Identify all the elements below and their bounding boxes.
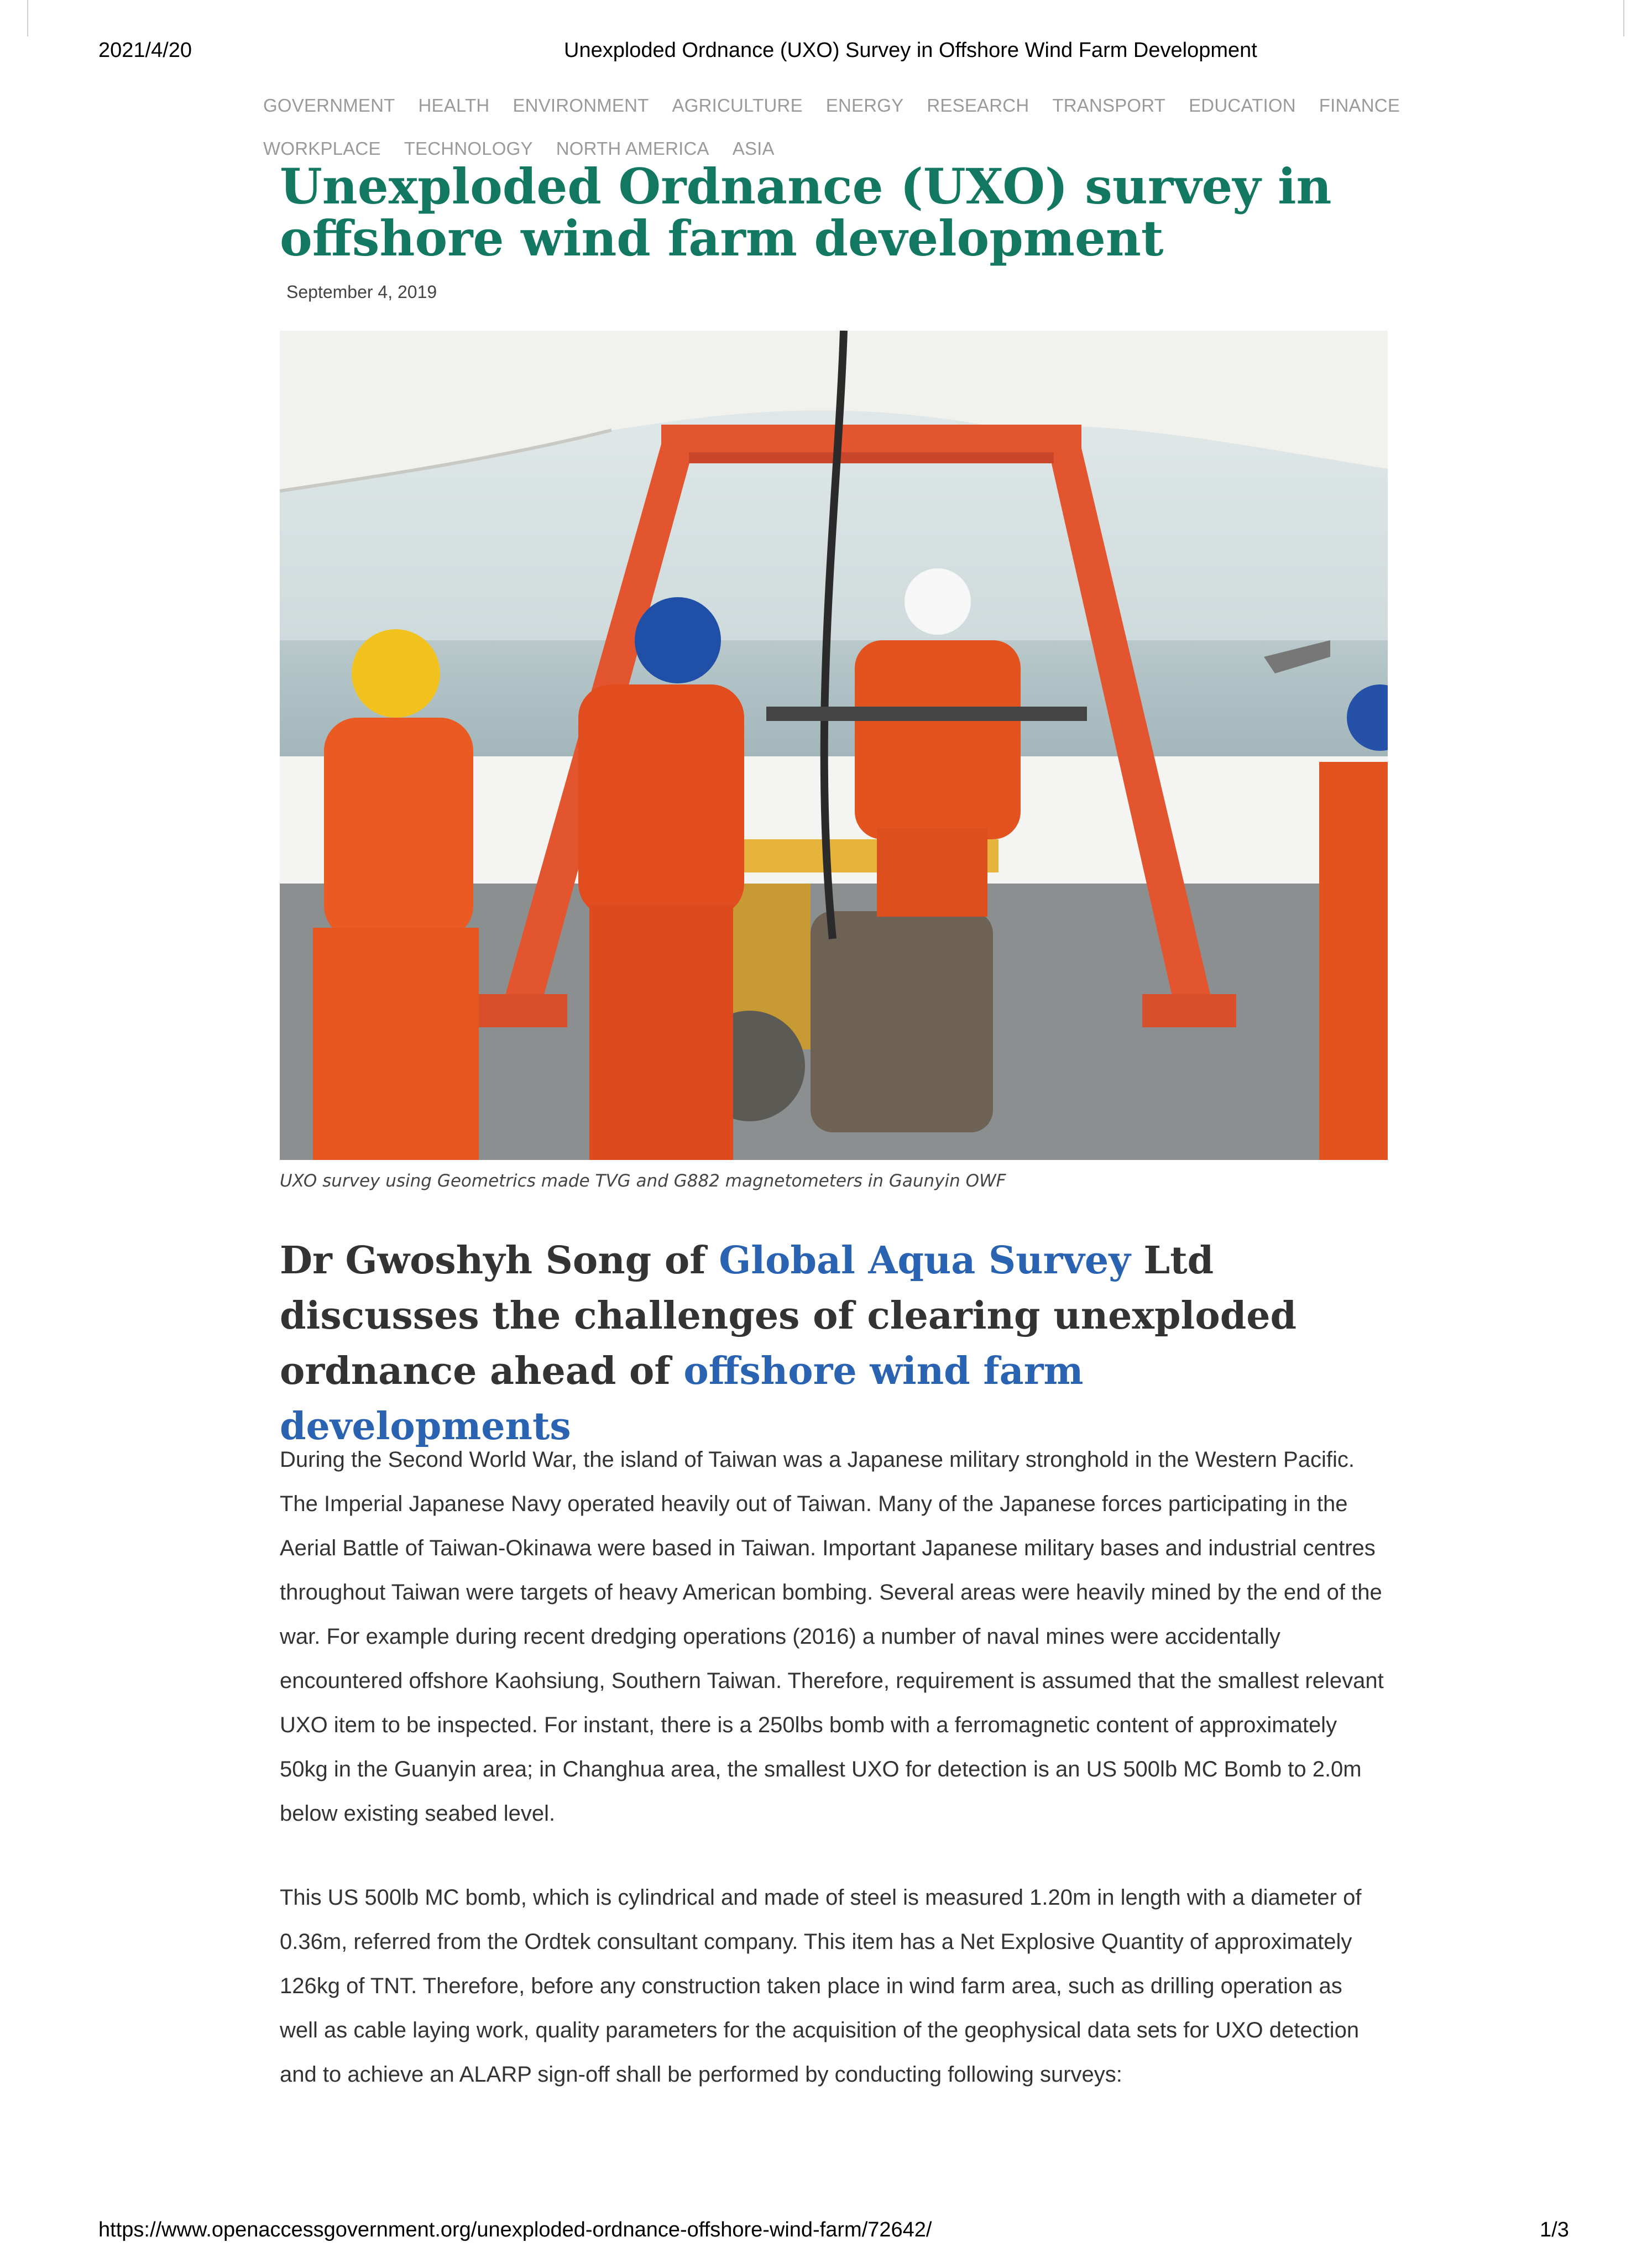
offshore-wind-farm-developments-link[interactable]: offshore wind farm developments	[280, 1349, 1084, 1449]
nav-item-agriculture[interactable]: AGRICULTURE	[672, 95, 803, 116]
image-caption: UXO survey using Geometrics made TVG and G882 magnetometers in Gaunyin OWF	[280, 1171, 1006, 1191]
nav-item-environment[interactable]: ENVIRONMENT	[513, 95, 649, 116]
nav-item-asia[interactable]: ASIA	[732, 138, 775, 159]
print-footer-page-number: 1/3	[1540, 2218, 1569, 2241]
nav-item-north-america[interactable]: NORTH AMERICA	[556, 138, 709, 159]
page-edge-right	[1623, 0, 1624, 36]
nav-item-technology[interactable]: TECHNOLOGY	[404, 138, 533, 159]
deck-text-1: Dr Gwoshyh Song of	[280, 1238, 719, 1283]
nav-item-workplace[interactable]: WORKPLACE	[263, 138, 381, 159]
print-header-date: 2021/4/20	[98, 39, 192, 62]
article-date: September 4, 2019	[286, 282, 437, 302]
article-paragraph-1: During the Second World War, the island of Taiwan was a Japanese military stronghold in the Western Pacific. The Imperial Japanese Navy operated heavily out of Taiwan. Many of the Japanese forces participating in the Aerial Battle of Taiwan-Okinawa were based in Taiwan. Important Japanese military bases and industrial centres throughout Taiwan were targets of heavy American bombing. Several areas were heavily mined by the end of the war. For example during recent dredging operations (2016) a number of naval mines were accidentally encountered offshore Kaohsiung, Southern Taiwan. Therefore, requirement is assumed that the smallest relevant UXO item to be inspected. For instant, there is a 250lbs bomb with a ferromagnetic content of approximately 50kg in the Guanyin area; in Changhua area, the smallest UXO for detection is an US 500lb MC Bomb to 2.0m below existing seabed level.	[280, 1447, 1384, 1826]
page-edge-left	[27, 0, 28, 36]
global-aqua-survey-link[interactable]: Global Aqua Survey	[719, 1238, 1131, 1283]
article-title: Unexploded Ordnance (UXO) survey in offshore wind farm development	[280, 158, 1332, 267]
deck-text-2: Ltd discusses the challenges of clearing unexploded ordnance ahead of	[280, 1238, 1297, 1393]
print-footer-url: https://www.openaccessgovernment.org/unexploded-ordnance-offshore-wind-farm/72642/	[98, 2218, 932, 2241]
article-paragraph-2: This US 500lb MC bomb, which is cylindrical and made of steel is measured 1.20m in length with a diameter of 0.36m, referred from the Ordtek consultant company. This item has a Net Explosive Quantity of approximately 126kg of TNT. Therefore, before any construction taken place in wind farm area, such as drilling operation as well as cable laying work, quality parameters for the acquisition of the geophysical data sets for UXO detection and to achieve an ALARP sign-off shall be performed by conducting following surveys:	[280, 1885, 1362, 2087]
nav-item-education[interactable]: EDUCATION	[1189, 95, 1296, 116]
article-deck	[280, 1233, 1386, 1454]
category-nav-row-1	[263, 84, 1400, 127]
print-header-title: Unexploded Ordnance (UXO) Survey in Offshore Wind Farm Development	[564, 39, 1257, 62]
nav-item-health[interactable]: HEALTH	[418, 95, 490, 116]
nav-item-finance[interactable]: FINANCE	[1319, 95, 1400, 116]
nav-item-government[interactable]: GOVERNMENT	[263, 95, 395, 116]
nav-item-energy[interactable]: ENERGY	[825, 95, 904, 116]
nav-item-transport[interactable]: TRANSPORT	[1052, 95, 1166, 116]
survey-vessel-photo	[280, 331, 1388, 1160]
nav-item-research[interactable]: RESEARCH	[927, 95, 1029, 116]
hero-image	[280, 331, 1388, 1160]
